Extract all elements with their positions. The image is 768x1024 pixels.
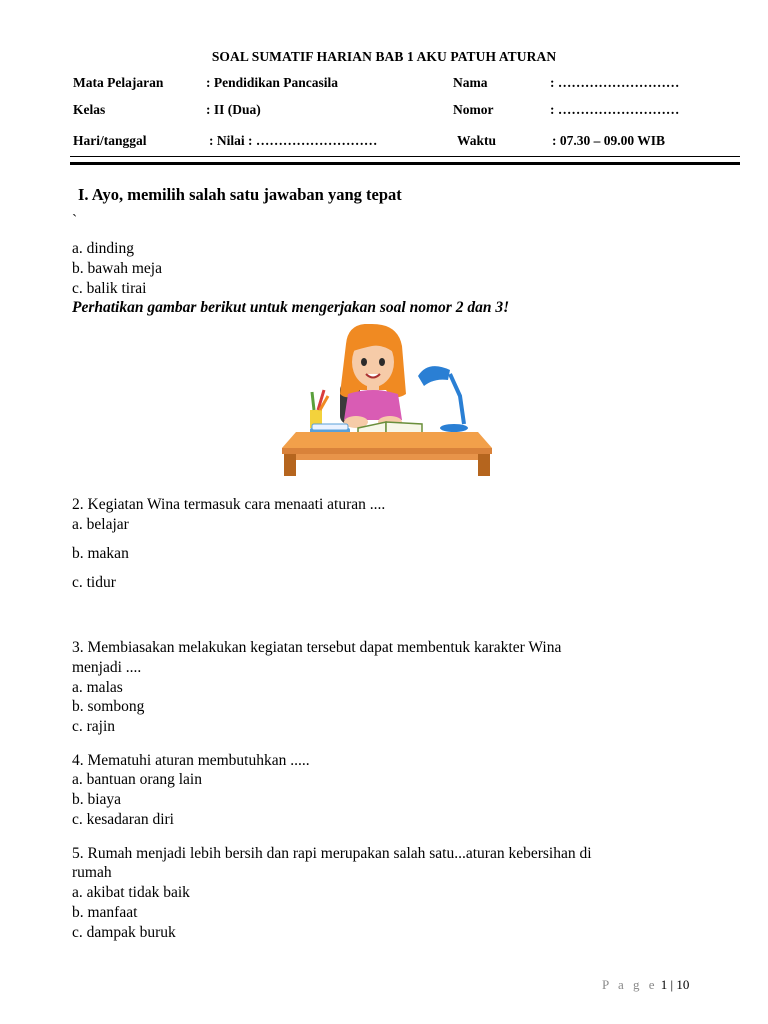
q2-option-b: b. makan bbox=[72, 545, 129, 562]
page-footer bbox=[602, 977, 689, 993]
header-rule-thin bbox=[70, 156, 740, 157]
q4-text: 4. Mematuhi aturan membutuhkan ..... bbox=[72, 752, 310, 769]
nomor-value: : ……………………… bbox=[550, 102, 680, 117]
mapel-label: Mata Pelajaran bbox=[73, 75, 164, 90]
header-rule-thick bbox=[70, 162, 740, 165]
q5-option-a: a. akibat tidak baik bbox=[72, 884, 190, 901]
page-number: 1 | 10 bbox=[660, 977, 690, 992]
q4-option-b: b. biaya bbox=[72, 791, 122, 808]
kelas-label: Kelas bbox=[73, 102, 106, 117]
q3-option-a: a. malas bbox=[72, 679, 123, 696]
q1-option-a: a. dinding bbox=[72, 240, 134, 257]
page-word: P a g e bbox=[602, 977, 658, 992]
q3-text-line2: menjadi .... bbox=[72, 659, 142, 676]
q4-option-a: a. bantuan orang lain bbox=[72, 771, 202, 788]
hari-label: Hari/tanggal bbox=[73, 133, 147, 148]
section-title: I. Ayo, memilih salah satu jawaban yang tepat bbox=[78, 185, 402, 204]
q1-option-c: c. balik tirai bbox=[72, 280, 147, 297]
instruction: Perhatikan gambar berikut untuk mengerjakan soal nomor 2 dan 3! bbox=[72, 299, 510, 316]
q1-option-b: b. bawah meja bbox=[72, 260, 162, 277]
q5-text-line2: rumah bbox=[72, 864, 112, 881]
q5-text-line1: 5. Rumah menjadi lebih bersih dan rapi merupakan salah satu...aturan kebersihan di bbox=[72, 845, 592, 862]
q5-option-b: b. manfaat bbox=[72, 904, 138, 921]
q2-option-c: c. tidur bbox=[72, 574, 116, 591]
mapel-value: : Pendidikan Pancasila bbox=[206, 75, 339, 90]
q4-option-c: c. kesadaran diri bbox=[72, 811, 174, 828]
stray-mark: ` bbox=[72, 212, 78, 229]
nomor-label: Nomor bbox=[453, 102, 494, 117]
waktu-value: : 07.30 – 09.00 WIB bbox=[552, 133, 666, 148]
kelas-value: : II (Dua) bbox=[206, 102, 261, 117]
q2-text: 2. Kegiatan Wina termasuk cara menaati aturan .... bbox=[72, 496, 386, 513]
q3-text-line1: 3. Membiasakan melakukan kegiatan tersebut dapat membentuk karakter Wina bbox=[72, 639, 562, 656]
q2-option-a: a. belajar bbox=[72, 516, 129, 533]
nama-value: : ……………………… bbox=[550, 75, 680, 90]
q5-option-c: c. dampak buruk bbox=[72, 924, 176, 941]
document-title: SOAL SUMATIF HARIAN BAB 1 AKU PATUH ATURAN bbox=[211, 49, 557, 64]
q3-option-b: b. sombong bbox=[72, 698, 145, 715]
q3-option-c: c. rajin bbox=[72, 718, 116, 735]
nilai-value: : Nilai : ……………………… bbox=[209, 133, 378, 148]
waktu-label: Waktu bbox=[457, 133, 497, 148]
nama-label: Nama bbox=[453, 75, 488, 90]
girl-studying-illustration bbox=[278, 324, 496, 478]
